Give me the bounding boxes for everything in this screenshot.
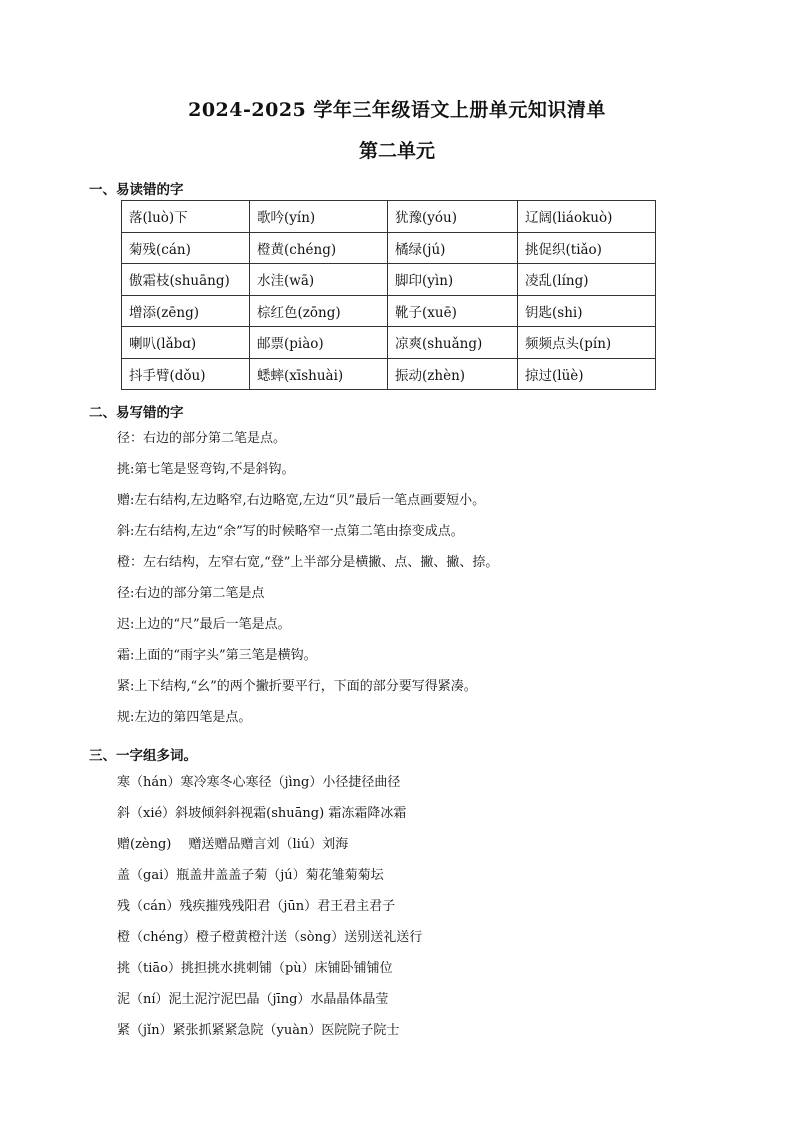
table-cell: 钥匙(shi) <box>518 295 656 327</box>
list-item: 寒（hán）寒冷寒冬心寒径（jìng）小径捷径曲径 <box>117 775 401 790</box>
list-item: 橙（chéng）橙子橙黄橙汁送（sòng）送别送礼送行 <box>117 930 423 945</box>
list-item: 斜:左右结构,左边“余”写的时候略窄一点第二笔由捺变成点。 <box>117 524 464 539</box>
table-cell: 掠过(lüè) <box>518 358 656 390</box>
list-item: 挑（tiāo）挑担挑水挑刺铺（pù）床铺卧铺铺位 <box>117 961 393 976</box>
list-item: 迟:上边的“尺”最后一笔是点。 <box>117 617 291 632</box>
list-item: 赠(zèng) 赠送赠品赠言刘（liú）刘海 <box>117 837 349 852</box>
table-cell: 水洼(wā) <box>250 264 388 296</box>
table-cell: 邮票(piào) <box>250 327 388 359</box>
table-row <box>122 201 656 233</box>
list-item: 橙：左右结构，左窄右宽,“登”上半部分是横撇、点、撇、撇、捺。 <box>117 555 499 570</box>
list-item: 泥（ní）泥土泥泞泥巴晶（jīng）水晶晶体晶莹 <box>117 992 389 1007</box>
table-cell: 挑促织(tiǎo) <box>518 232 656 264</box>
list-item: 径:右边的部分第二笔是点 <box>117 586 265 601</box>
list-item: 盖（gai）瓶盖井盖盖子菊（jú）菊花雏菊菊坛 <box>117 868 384 883</box>
table-cell: 增添(zēng) <box>122 295 250 327</box>
table-cell: 傲霜枝(shuāng) <box>122 264 250 296</box>
section-heading-word-groups: 三、一字组多词。 <box>89 748 197 764</box>
table-row <box>122 264 656 296</box>
list-item: 紧（jǐn）紧张抓紧紧急院（yuàn）医院院子院士 <box>117 1023 400 1038</box>
list-item: 紧:上下结构,“幺”的两个撇折要平行，下面的部分要写得紧凑。 <box>117 679 477 694</box>
table-cell: 落(luò)下 <box>122 201 250 233</box>
table-cell: 脚印(yìn) <box>388 264 518 296</box>
section-heading-misread: 一、易读错的字 <box>89 182 184 198</box>
table-cell: 橙黄(chéng) <box>250 232 388 264</box>
misread-characters-table <box>121 200 656 390</box>
list-item: 斜（xié）斜坡倾斜斜视霜(shuāng) 霜冻霜降冰霜 <box>117 806 407 821</box>
table-cell: 犹豫(yóu) <box>388 201 518 233</box>
table-cell: 抖手臂(dǒu) <box>122 358 250 390</box>
word-group-list <box>117 767 422 1046</box>
table-cell: 凉爽(shuǎng) <box>388 327 518 359</box>
list-item: 残（cán）残疾摧残残阳君（jūn）君王君主君子 <box>117 899 396 914</box>
table-cell: 辽阔(liáokuò) <box>518 201 656 233</box>
table-row <box>122 327 656 359</box>
table-cell: 橘绿(jú) <box>388 232 518 264</box>
list-item: 规:左边的第四笔是点。 <box>117 710 252 725</box>
table-row <box>122 358 656 390</box>
section-heading-miswritten: 二、易写错的字 <box>89 405 184 421</box>
list-item: 挑:第七笔是竖弯钩,不是斜钩。 <box>117 462 295 477</box>
table-row <box>122 295 656 327</box>
table-cell: 棕红色(zōng) <box>250 295 388 327</box>
table-cell: 凌乱(líng) <box>518 264 656 296</box>
table-cell: 歌吟(yín) <box>250 201 388 233</box>
document-title: 2024-2025 学年三年级语文上册单元知识清单 <box>188 99 606 121</box>
table-cell: 蟋蟀(xīshuài) <box>250 358 388 390</box>
table-cell: 喇叭(lǎbɑ) <box>122 327 250 359</box>
table-cell: 振动(zhèn) <box>388 358 518 390</box>
list-item: 径：右边的部分第二笔是点。 <box>117 431 287 446</box>
list-item: 霜:上面的“雨字头”第三笔是横钩。 <box>117 648 317 663</box>
list-item: 赠:左右结构,左边略窄,右边略宽,左边“贝”最后一笔点画要短小。 <box>117 493 486 508</box>
miswritten-list <box>117 423 498 733</box>
unit-title: 第二单元 <box>358 140 435 162</box>
table-row <box>122 232 656 264</box>
table-cell: 靴子(xuē) <box>388 295 518 327</box>
table-cell: 频频点头(pín) <box>518 327 656 359</box>
table-cell: 菊残(cán) <box>122 232 250 264</box>
